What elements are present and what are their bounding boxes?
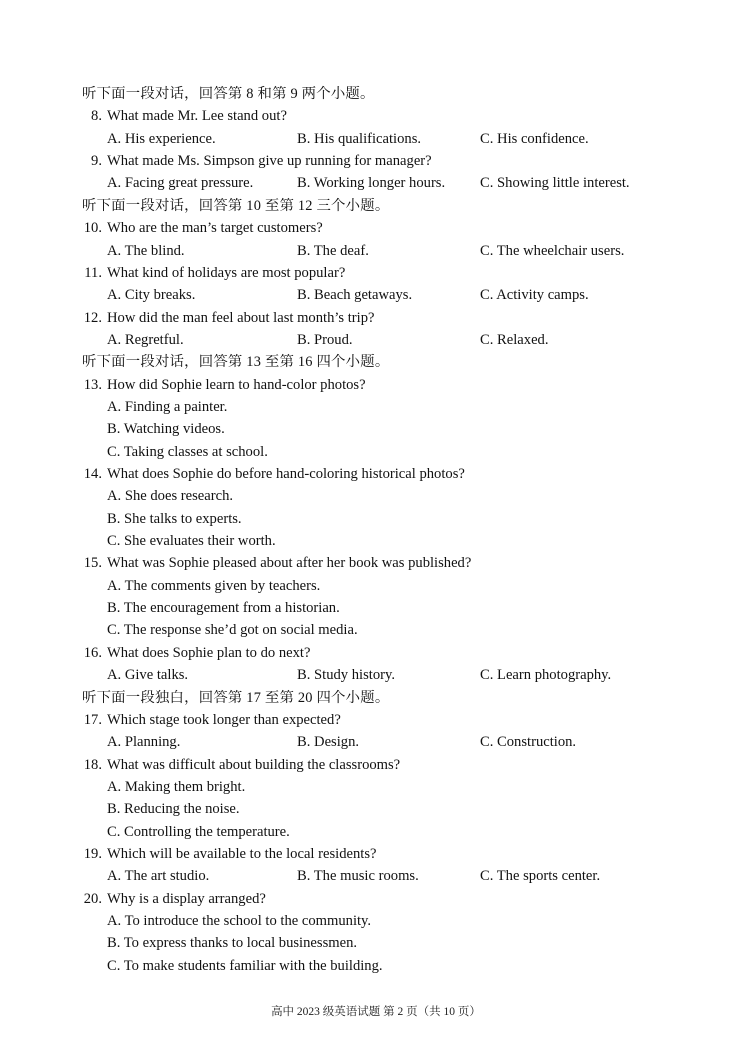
question-text: Which will be available to the local residents? <box>107 845 377 862</box>
option: C. To make students familiar with the building. <box>107 957 383 974</box>
option-a: A. The blind. <box>107 242 185 259</box>
option-line <box>0 508 752 530</box>
option-b: B. Study history. <box>297 667 395 684</box>
option: B. The encouragement from a historian. <box>107 600 340 617</box>
option-b: B. The music rooms. <box>297 868 419 885</box>
question <box>0 843 752 865</box>
question-text: What made Ms. Simpson give up running for manager? <box>107 153 432 170</box>
option-row <box>0 240 752 262</box>
question <box>0 150 752 172</box>
option: A. Finding a painter. <box>107 398 228 415</box>
option-line <box>0 932 752 954</box>
question <box>0 105 752 127</box>
option-line <box>0 910 752 932</box>
option-line <box>0 485 752 507</box>
page-footer: 高中 2023 级英语试题 第 2 页（共 10 页） <box>271 1006 481 1018</box>
option-line <box>0 619 752 641</box>
option: C. Taking classes at school. <box>107 443 268 460</box>
option: B. Watching videos. <box>107 421 225 438</box>
option: B. She talks to experts. <box>107 510 242 527</box>
question <box>0 307 752 329</box>
option-c: C. The wheelchair users. <box>480 242 625 259</box>
option: A. The comments given by teachers. <box>107 577 321 594</box>
question <box>0 463 752 485</box>
option-b: B. Beach getaways. <box>297 287 413 304</box>
question-number: 18. <box>83 756 102 773</box>
question-text: How did Sophie learn to hand-color photos? <box>107 376 366 393</box>
option-c: C. Showing little interest. <box>480 175 630 192</box>
question-number: 8. <box>91 108 102 125</box>
option-c: C. Relaxed. <box>480 331 549 348</box>
option-a: A. Regretful. <box>107 331 184 348</box>
question-text: What kind of holidays are most popular? <box>107 264 346 281</box>
option: C. The response she’d got on social media. <box>107 622 358 639</box>
option-b: B. Working longer hours. <box>297 175 446 192</box>
option-a: A. Give talks. <box>107 667 189 684</box>
question-number: 9. <box>91 153 102 170</box>
option-row <box>0 128 752 150</box>
option-b: B. His qualifications. <box>297 130 422 147</box>
question-number: 16. <box>83 644 102 661</box>
option-c: C. Activity camps. <box>480 287 589 304</box>
option: B. Reducing the noise. <box>107 801 240 818</box>
option-line <box>0 396 752 418</box>
option-c: C. Construction. <box>480 734 577 751</box>
question <box>0 709 752 731</box>
question-text: What made Mr. Lee stand out? <box>107 108 287 125</box>
option-line <box>0 441 752 463</box>
option-a: A. Planning. <box>107 734 181 751</box>
section-instruction: 听下面一段对话，回答第 8 和第 9 两个小题。 <box>82 86 375 102</box>
question-text: Why is a display arranged? <box>107 890 266 907</box>
question-number: 14. <box>83 466 102 482</box>
option: C. She evaluates their worth. <box>107 533 276 549</box>
option-a: A. The art studio. <box>107 868 210 885</box>
question-number: 20. <box>83 890 102 907</box>
option-line <box>0 776 752 798</box>
option: A. Making them bright. <box>107 778 246 795</box>
question-number: 11. <box>84 264 102 281</box>
option: A. To introduce the school to the community. <box>107 913 372 929</box>
question-text: What was difficult about building the classrooms? <box>107 756 401 773</box>
section-instruction: 听下面一段对话，回答第 10 至第 12 三个小题。 <box>82 197 390 214</box>
question-number: 10. <box>83 220 102 237</box>
question-number: 19. <box>83 845 102 862</box>
option-a: A. His experience. <box>107 130 216 147</box>
question-text: What does Sophie plan to do next? <box>107 644 311 661</box>
section-instruction: 听下面一段独白，回答第 17 至第 20 四个小题。 <box>82 689 390 706</box>
option: A. She does research. <box>107 488 234 505</box>
question-text: What was Sophie pleased about after her book was published? <box>107 555 472 572</box>
question <box>0 888 752 910</box>
option-row <box>0 172 752 194</box>
option-b: B. The deaf. <box>297 242 369 259</box>
question-number: 17. <box>83 711 102 728</box>
option-row <box>0 329 752 351</box>
option-row <box>0 284 752 306</box>
option-b: B. Design. <box>297 734 360 751</box>
question <box>0 642 752 664</box>
section-instruction: 听下面一段对话，回答第 13 至第 16 四个小题。 <box>82 354 390 371</box>
option-c: C. The sports center. <box>480 868 601 885</box>
option-row <box>0 664 752 686</box>
question <box>0 262 752 284</box>
option-row <box>0 865 752 887</box>
option-c: C. Learn photography. <box>480 667 612 684</box>
option-line <box>0 955 752 977</box>
option-line <box>0 597 752 619</box>
question-number: 15. <box>83 555 102 572</box>
option-c: C. His confidence. <box>480 130 589 147</box>
option-line <box>0 575 752 597</box>
question <box>0 217 752 239</box>
question <box>0 754 752 776</box>
option-line <box>0 530 752 552</box>
question <box>0 552 752 574</box>
option-b: B. Proud. <box>297 331 353 348</box>
question-number: 12. <box>83 309 102 326</box>
question-text: Who are the man’s target customers? <box>107 220 323 237</box>
question-text: Which stage took longer than expected? <box>107 711 341 728</box>
question <box>0 374 752 396</box>
option-line <box>0 798 752 820</box>
question-number: 13. <box>83 376 102 393</box>
question-text: How did the man feel about last month’s trip? <box>107 309 375 326</box>
option: C. Controlling the temperature. <box>107 823 290 840</box>
option-a: A. Facing great pressure. <box>107 175 254 192</box>
option: B. To express thanks to local businessmen. <box>107 935 358 952</box>
option-a: A. City breaks. <box>107 287 196 304</box>
question-text: What does Sophie do before hand-coloring historical photos? <box>107 466 465 482</box>
option-row <box>0 731 752 753</box>
option-line <box>0 821 752 843</box>
option-line <box>0 418 752 440</box>
